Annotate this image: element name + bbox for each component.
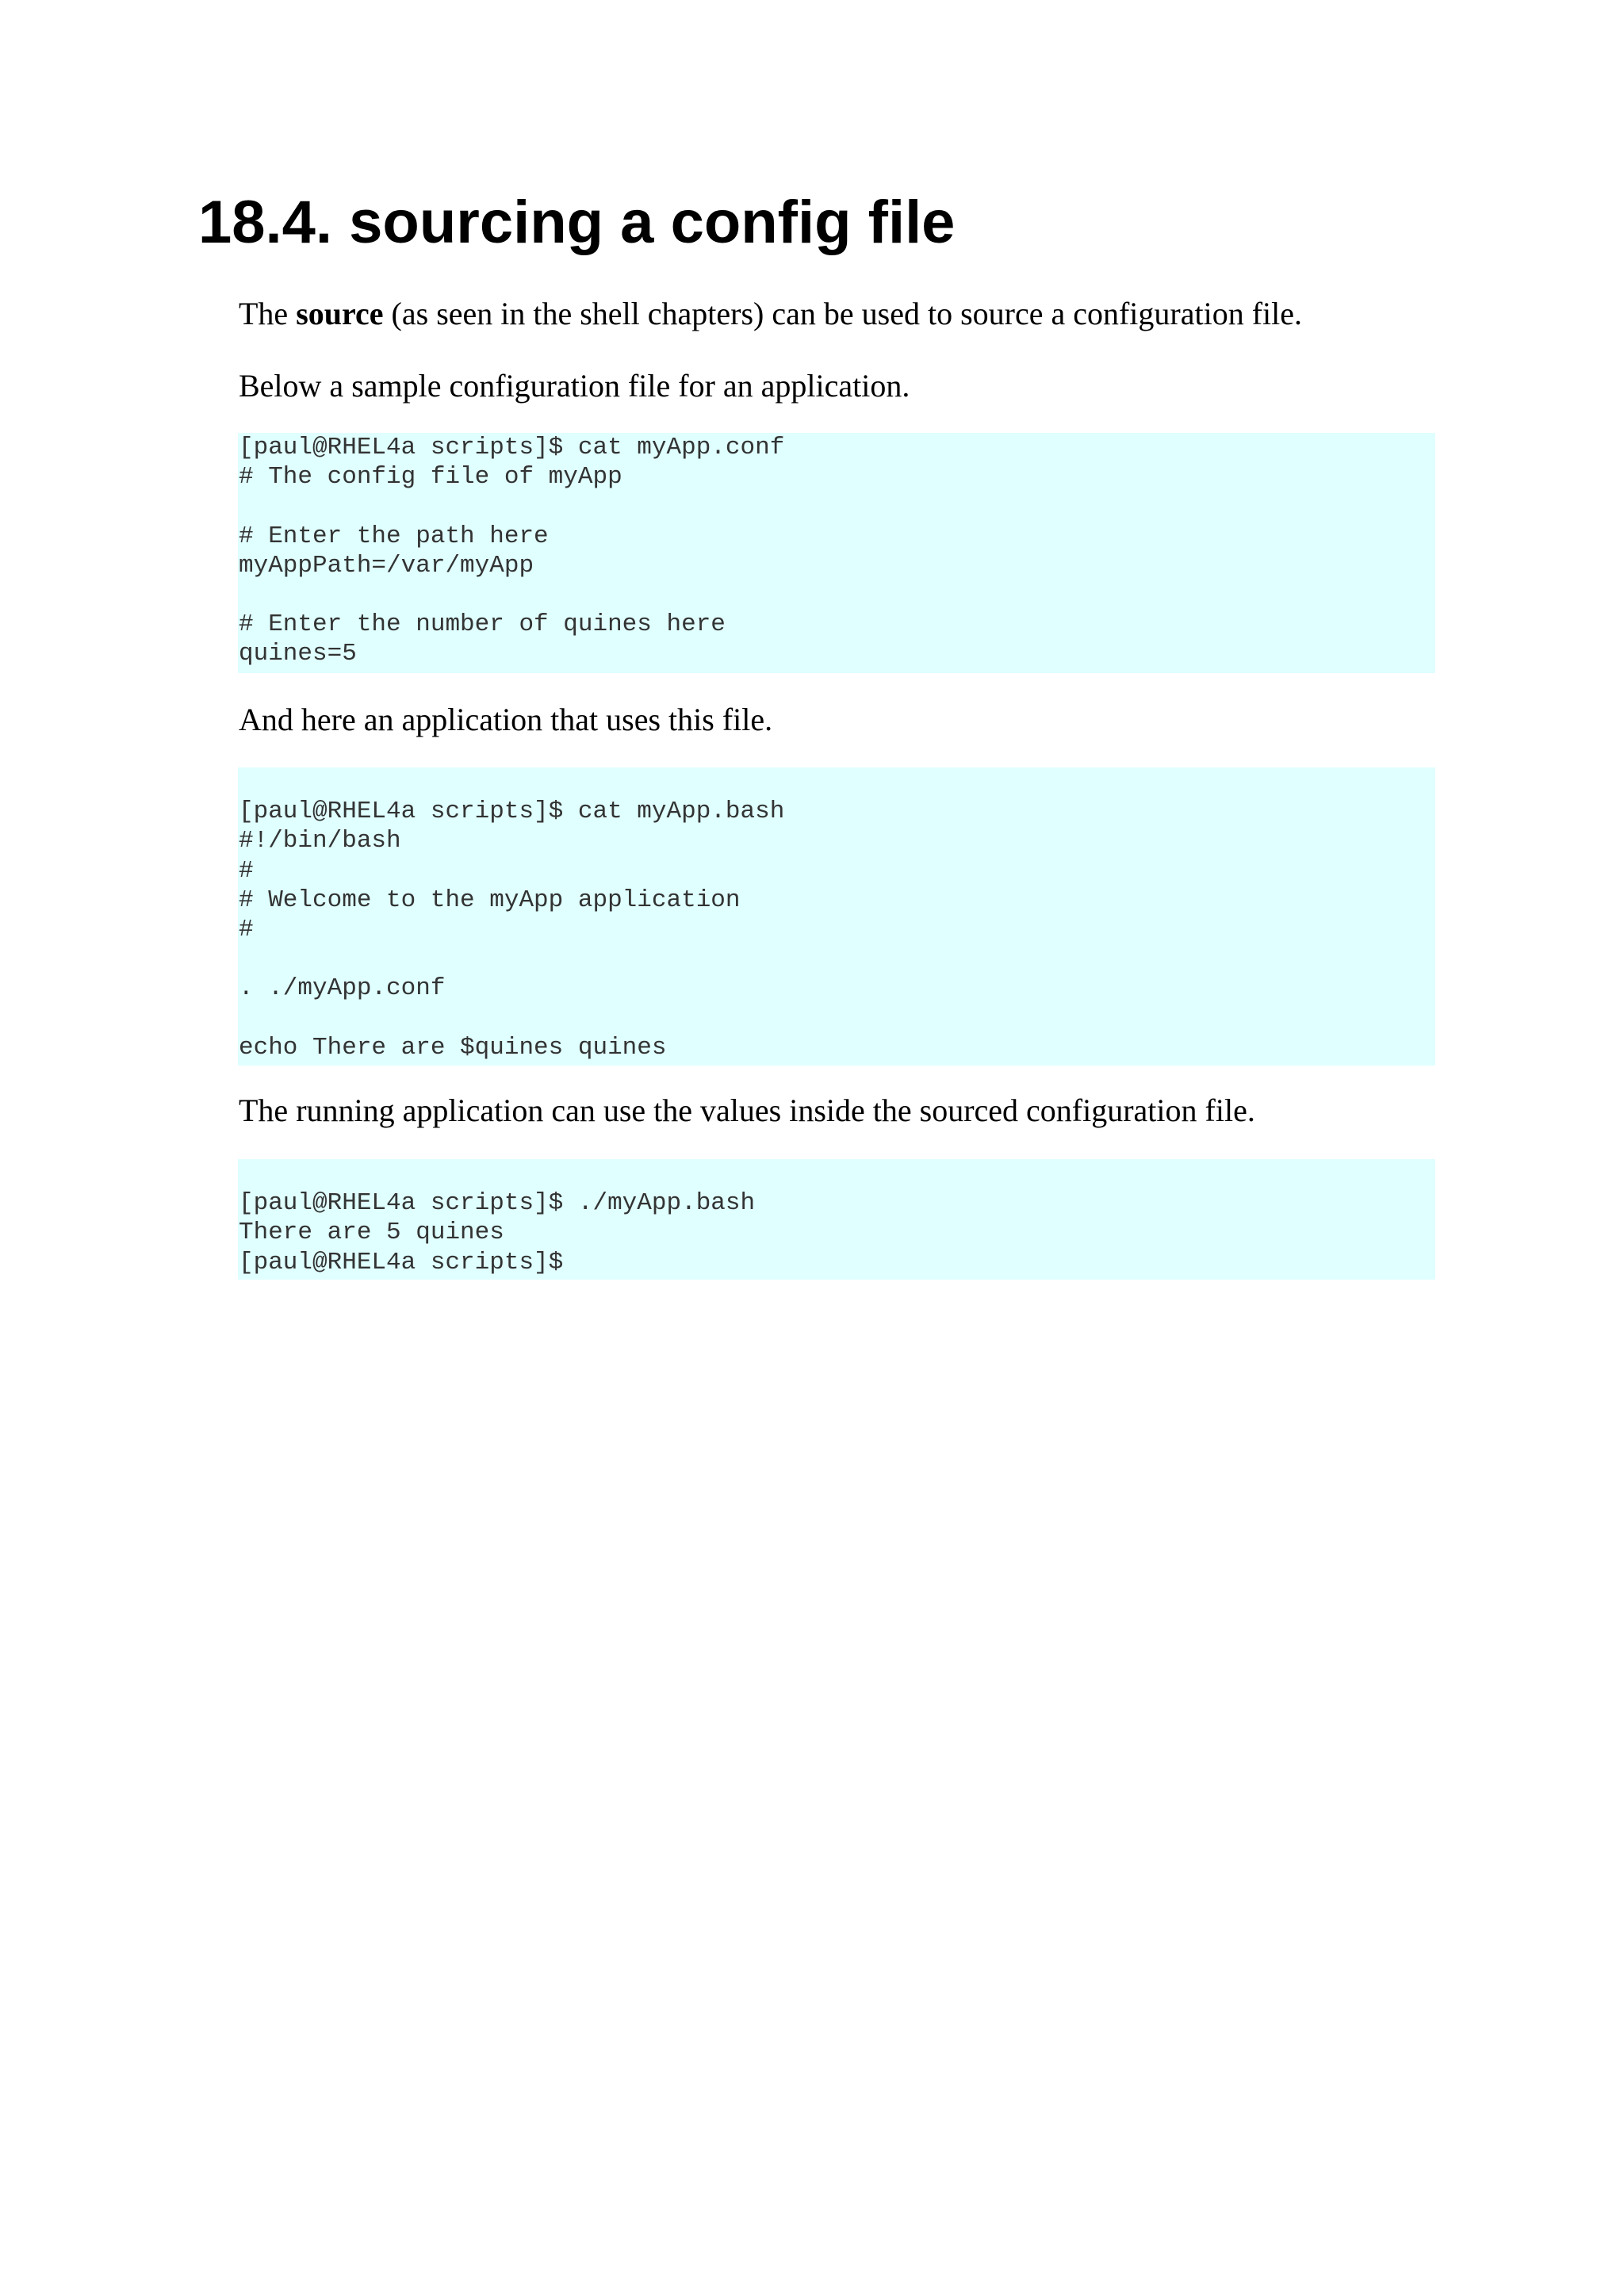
section-heading: 18.4. sourcing a config file — [198, 189, 956, 256]
code-line: [paul@RHEL4a scripts]$ cat myApp.bash — [239, 798, 785, 826]
app-intro-paragraph: And here an application that uses this file. — [239, 702, 773, 737]
code-line: quines=5 — [239, 640, 357, 668]
code-line — [238, 492, 1435, 521]
code-line: # The config file of myApp — [239, 463, 622, 492]
code-line: There are 5 quines — [239, 1219, 504, 1247]
code-line — [238, 1159, 1435, 1188]
code-line: #!/bin/bash — [239, 827, 401, 855]
intro-paragraph — [239, 293, 1302, 335]
code-line: [paul@RHEL4a scripts]$ — [239, 1248, 564, 1276]
code-line: # — [239, 915, 254, 943]
sample-config-intro-paragraph: Below a sample configuration file for an application. — [239, 368, 910, 404]
code-line — [238, 767, 1435, 797]
code-line: # Enter the number of quines here — [239, 610, 726, 639]
run-output-code-block — [238, 1159, 1435, 1280]
code-line — [238, 580, 1435, 610]
code-line — [238, 944, 1435, 974]
code-line: . ./myApp.conf — [239, 974, 446, 1003]
code-line — [238, 1004, 1435, 1033]
code-line: # Enter the path here — [239, 522, 549, 550]
code-line: [paul@RHEL4a scripts]$ cat myApp.conf — [239, 434, 785, 461]
code-line: myAppPath=/var/myApp — [239, 551, 534, 580]
app-script-code-block — [238, 767, 1435, 1066]
intro-text-after: (as seen in the shell chapters) can be used to source a configuration file. — [383, 296, 1303, 331]
code-line: echo There are $quines quines — [239, 1033, 667, 1062]
intro-text-before: The — [239, 296, 297, 331]
code-line: # Welcome to the myApp application — [239, 886, 741, 914]
code-line: [paul@RHEL4a scripts]$ ./myApp.bash — [239, 1189, 756, 1218]
source-keyword: source — [296, 296, 384, 331]
config-file-code-block — [238, 433, 1435, 673]
code-line: # — [239, 856, 254, 885]
running-app-paragraph: The running application can use the values inside the sourced configuration file. — [239, 1093, 1255, 1128]
